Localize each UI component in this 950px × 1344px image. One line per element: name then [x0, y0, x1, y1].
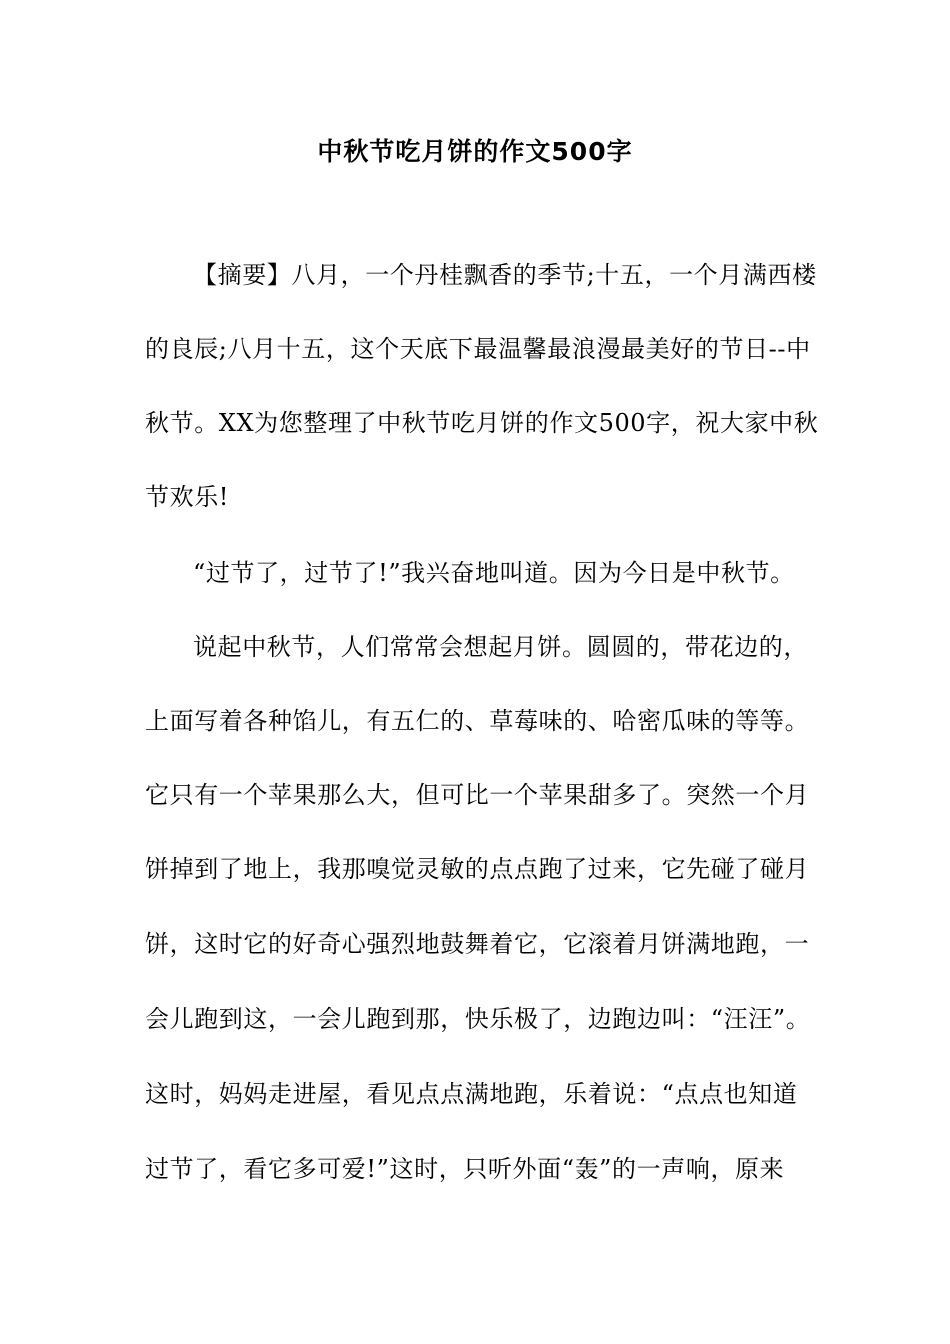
paragraph-line-1: “过节了，过节了!”我兴奋地叫道。因为今日是中秋节。	[193, 559, 795, 587]
paragraph-line-2-2: 上面写着各种馅儿，有五仁的、草莓味的、哈密瓜味的等等。	[145, 707, 810, 735]
paragraph-line-2-5: 饼，这时它的好奇心强烈地鼓舞着它，它滚着月饼满地跑，一	[145, 930, 810, 958]
paragraph-line-abstract-2: 的良辰;八月十五，这个天底下最温馨最浪漫最美好的节日--中	[145, 335, 811, 363]
paragraph-line-2-8: 过节了，看它多可爱!”这时，只听外面“轰”的一声响，原来	[145, 1155, 785, 1183]
paragraph-line-2-7: 这时，妈妈走进屋，看见点点满地跑，乐着说：“点点也知道	[145, 1080, 798, 1108]
paragraph-line-abstract-1: 【摘要】八月，一个丹桂飘香的季节;十五，一个月满西楼	[193, 261, 817, 289]
document-title: 中秋节吃月饼的作文500字	[317, 137, 633, 166]
paragraph-line-2-4: 饼掉到了地上，我那嗅觉灵敏的点点跑了过来，它先碰了碰月	[145, 855, 810, 883]
paragraph-line-2-1: 说起中秋节，人们常常会想起月饼。圆圆的，带花边的，	[193, 633, 808, 661]
paragraph-line-2-3: 它只有一个苹果那么大，但可比一个苹果甜多了。突然一个月	[145, 781, 810, 809]
paragraph-line-abstract-4: 节欢乐!	[145, 483, 230, 511]
paragraph-line-abstract-3: 秋节。XX为您整理了中秋节吃月饼的作文500字，祝大家中秋	[145, 409, 819, 437]
paragraph-line-2-6: 会儿跑到这，一会儿跑到那，快乐极了，边跑边叫：“汪汪”。	[145, 1005, 811, 1033]
